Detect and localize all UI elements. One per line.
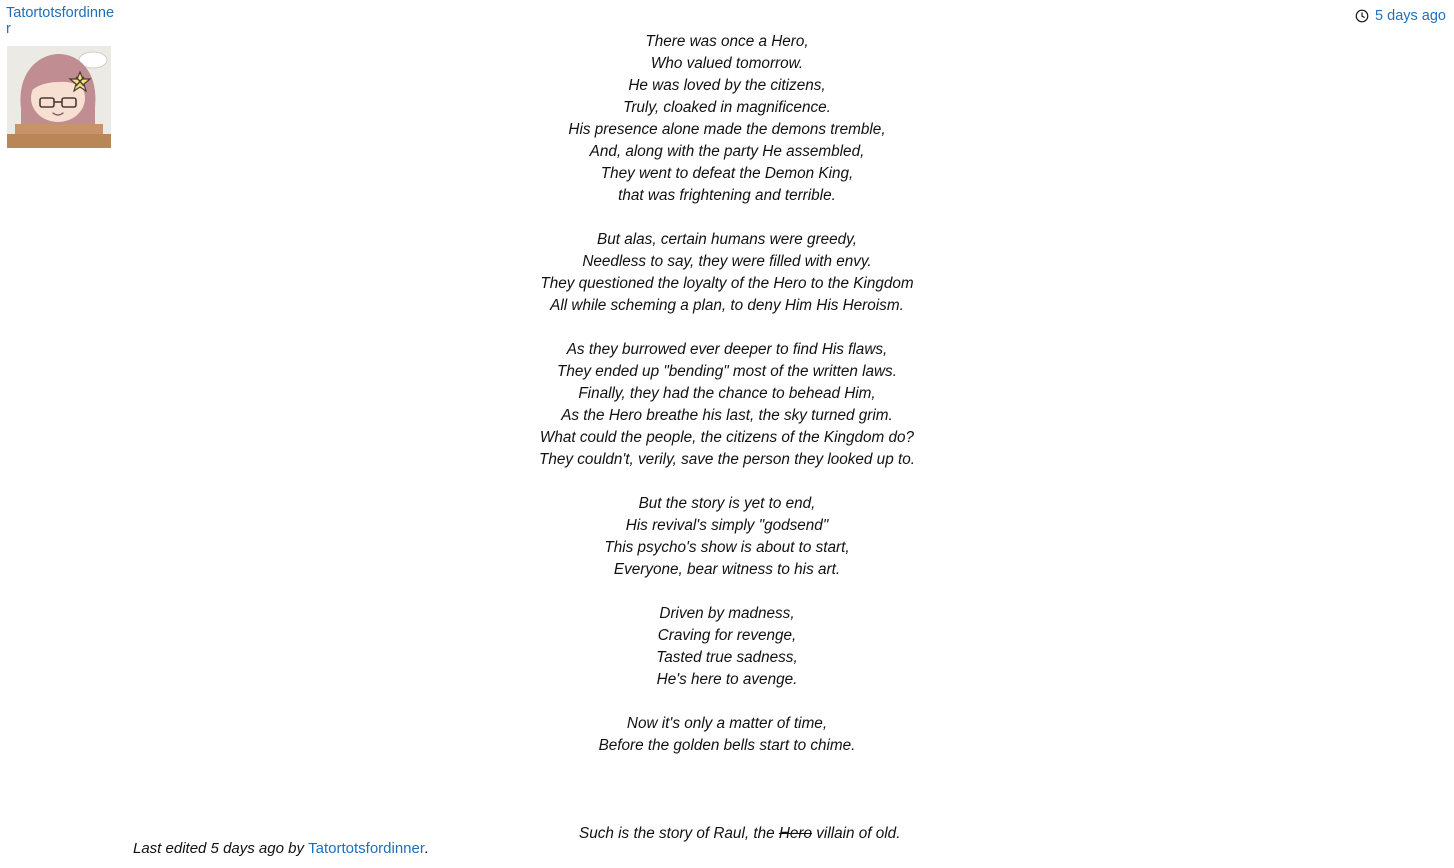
stanza (0, 493, 1454, 581)
last-edited-note (133, 840, 429, 857)
poem-line: Truly, cloaked in magnificence. (623, 99, 831, 116)
poem-line: Tasted true sadness, (656, 649, 798, 666)
clock-icon (1355, 9, 1369, 23)
stanza (0, 339, 1454, 471)
poem-body (0, 31, 1454, 867)
poem-line: He's here to avenge. (656, 671, 798, 688)
poem-line: But alas, certain humans were greedy, (597, 231, 857, 248)
stanza (0, 603, 1454, 691)
timestamp-label: 5 days ago (1375, 8, 1446, 24)
poem-line: They went to defeat the Demon King, (600, 165, 854, 182)
last-edited-suffix: . (424, 840, 430, 857)
poem-line: Who valued tomorrow. (650, 55, 804, 72)
last-edited-author-link[interactable]: Tatortotsfordinner (308, 840, 425, 857)
closing-suffix: villain of old. (812, 825, 901, 842)
poem-line: Driven by madness, (659, 605, 795, 622)
poem-line: This psycho's show is about to start, (604, 539, 850, 556)
poem-line: What could the people, the citizens of the Kingdom do? (539, 429, 915, 446)
stanza (0, 31, 1454, 207)
poem-line: They ended up "bending" most of the written laws. (557, 363, 897, 380)
poem-line: He was loved by the citizens, (628, 77, 826, 94)
poem-line: But the story is yet to end, (638, 495, 816, 512)
poem-line: that was frightening and terrible. (618, 187, 836, 204)
poem-line: His revival's simply "godsend" (625, 517, 829, 534)
closing-struck-word: Hero (778, 825, 813, 842)
post-timestamp[interactable] (1355, 8, 1446, 24)
poem-line: His presence alone made the demons tremble, (568, 121, 886, 138)
poem-line: They questioned the loyalty of the Hero to the Kingdom (540, 275, 914, 292)
last-edited-prefix: Last edited 5 days ago by (133, 840, 309, 857)
poem-line: There was once a Hero, (645, 33, 809, 50)
poem-line: And, along with the party He assembled, (589, 143, 865, 160)
poem-line: Everyone, bear witness to his art. (613, 561, 841, 578)
closing-prefix: Such is the story of Raul, the (579, 825, 779, 842)
stanza (0, 713, 1454, 757)
author-link[interactable]: Tatortotsfordinner (6, 5, 115, 37)
poem-line: Finally, they had the chance to behead Him, (578, 385, 876, 402)
poem-line: All while scheming a plan, to deny Him His Heroism. (550, 297, 904, 314)
stanza (0, 229, 1454, 317)
poem-line: As the Hero breathe his last, the sky turned grim. (561, 407, 893, 424)
poem-line: Needless to say, they were filled with envy. (582, 253, 872, 270)
closing-line-group (0, 801, 1454, 867)
stanza-gap (0, 779, 1454, 801)
poem-line: Now it's only a matter of time, (626, 715, 828, 732)
poem-line: Before the golden bells start to chime. (598, 737, 856, 754)
poem-line: Craving for revenge, (657, 627, 797, 644)
closing-line (0, 801, 1454, 867)
poem-line: They couldn't, verily, save the person they looked up to. (539, 451, 915, 468)
poem-line: As they burrowed ever deeper to find His flaws, (566, 341, 888, 358)
